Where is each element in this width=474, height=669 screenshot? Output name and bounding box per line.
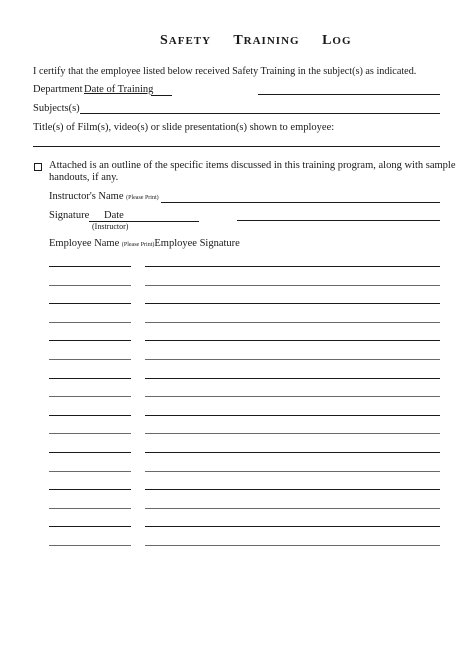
instructor-name-field[interactable] <box>161 202 440 203</box>
employee-signature-field[interactable] <box>145 285 440 286</box>
employee-signature-field[interactable] <box>145 266 440 267</box>
employee-name-field[interactable] <box>49 303 131 304</box>
employee-signature-field[interactable] <box>145 545 440 546</box>
date-of-training-field[interactable] <box>258 94 440 95</box>
employee-signature-field[interactable] <box>145 526 440 527</box>
employee-signature-field[interactable] <box>145 452 440 453</box>
employee-name-field[interactable] <box>49 322 131 323</box>
employee-signature-field[interactable] <box>145 489 440 490</box>
employee-name-field[interactable] <box>49 285 131 286</box>
date-of-training-label: Date of Training <box>84 84 154 95</box>
employee-signature-field[interactable] <box>145 322 440 323</box>
please-print-note-2: (Please Print) <box>121 242 155 248</box>
department-label: Department <box>33 84 83 95</box>
employee-name-field[interactable] <box>49 508 131 509</box>
attached-outline-text: Attached is an outline of the specific items discussed in this training program, along with sample <box>49 160 456 171</box>
employee-name-field[interactable] <box>49 526 131 527</box>
employee-name-field[interactable] <box>49 545 131 546</box>
employee-name-field[interactable] <box>49 266 131 267</box>
employee-name-field[interactable] <box>49 452 131 453</box>
please-print-note: (Please Print) <box>126 195 159 201</box>
attached-outline-text-2: handouts, if any. <box>49 172 119 183</box>
employee-name-field[interactable] <box>49 359 131 360</box>
employee-name-header: Employee Name (Please Print)Employee Signature <box>49 238 240 249</box>
films-field-line-1[interactable] <box>33 146 440 147</box>
employee-name-field[interactable] <box>49 489 131 490</box>
certification-statement: I certify that the employee listed below received Safety Training in the subject(s) as indicated. <box>33 66 417 77</box>
form-title: SAFETY TRAINING LOG <box>160 33 352 48</box>
employee-name-field[interactable] <box>49 396 131 397</box>
employee-name-field[interactable] <box>49 433 131 434</box>
employee-signature-field[interactable] <box>145 471 440 472</box>
signature-label: Signature <box>49 210 90 221</box>
instructor-sublabel: (Instructor) <box>92 222 129 231</box>
attached-outline-checkbox[interactable] <box>34 163 42 171</box>
employee-signature-field[interactable] <box>145 303 440 304</box>
subjects-field[interactable] <box>80 113 440 114</box>
employee-signature-field[interactable] <box>145 340 440 341</box>
subjects-label: Subjects(s) <box>33 103 80 114</box>
employee-signature-field[interactable] <box>145 433 440 434</box>
employee-signature-field[interactable] <box>145 396 440 397</box>
date-of-training-underline[interactable] <box>151 95 172 96</box>
employee-name-field[interactable] <box>49 471 131 472</box>
films-label: Title(s) of Film(s), video(s) or slide presentation(s) shown to employee: <box>33 122 335 133</box>
employee-name-field[interactable] <box>49 340 131 341</box>
employee-signature-field[interactable] <box>145 508 440 509</box>
employee-signature-field[interactable] <box>145 359 440 360</box>
employee-signature-field[interactable] <box>145 415 440 416</box>
employee-signature-header: Employee Signature <box>154 238 240 249</box>
employee-signature-field[interactable] <box>145 378 440 379</box>
employee-name-field[interactable] <box>49 378 131 379</box>
date-label: Date <box>104 210 124 221</box>
employee-name-field[interactable] <box>49 415 131 416</box>
date-field[interactable] <box>237 220 440 221</box>
instructor-name-label: Instructor's Name (Please Print) <box>49 191 159 202</box>
